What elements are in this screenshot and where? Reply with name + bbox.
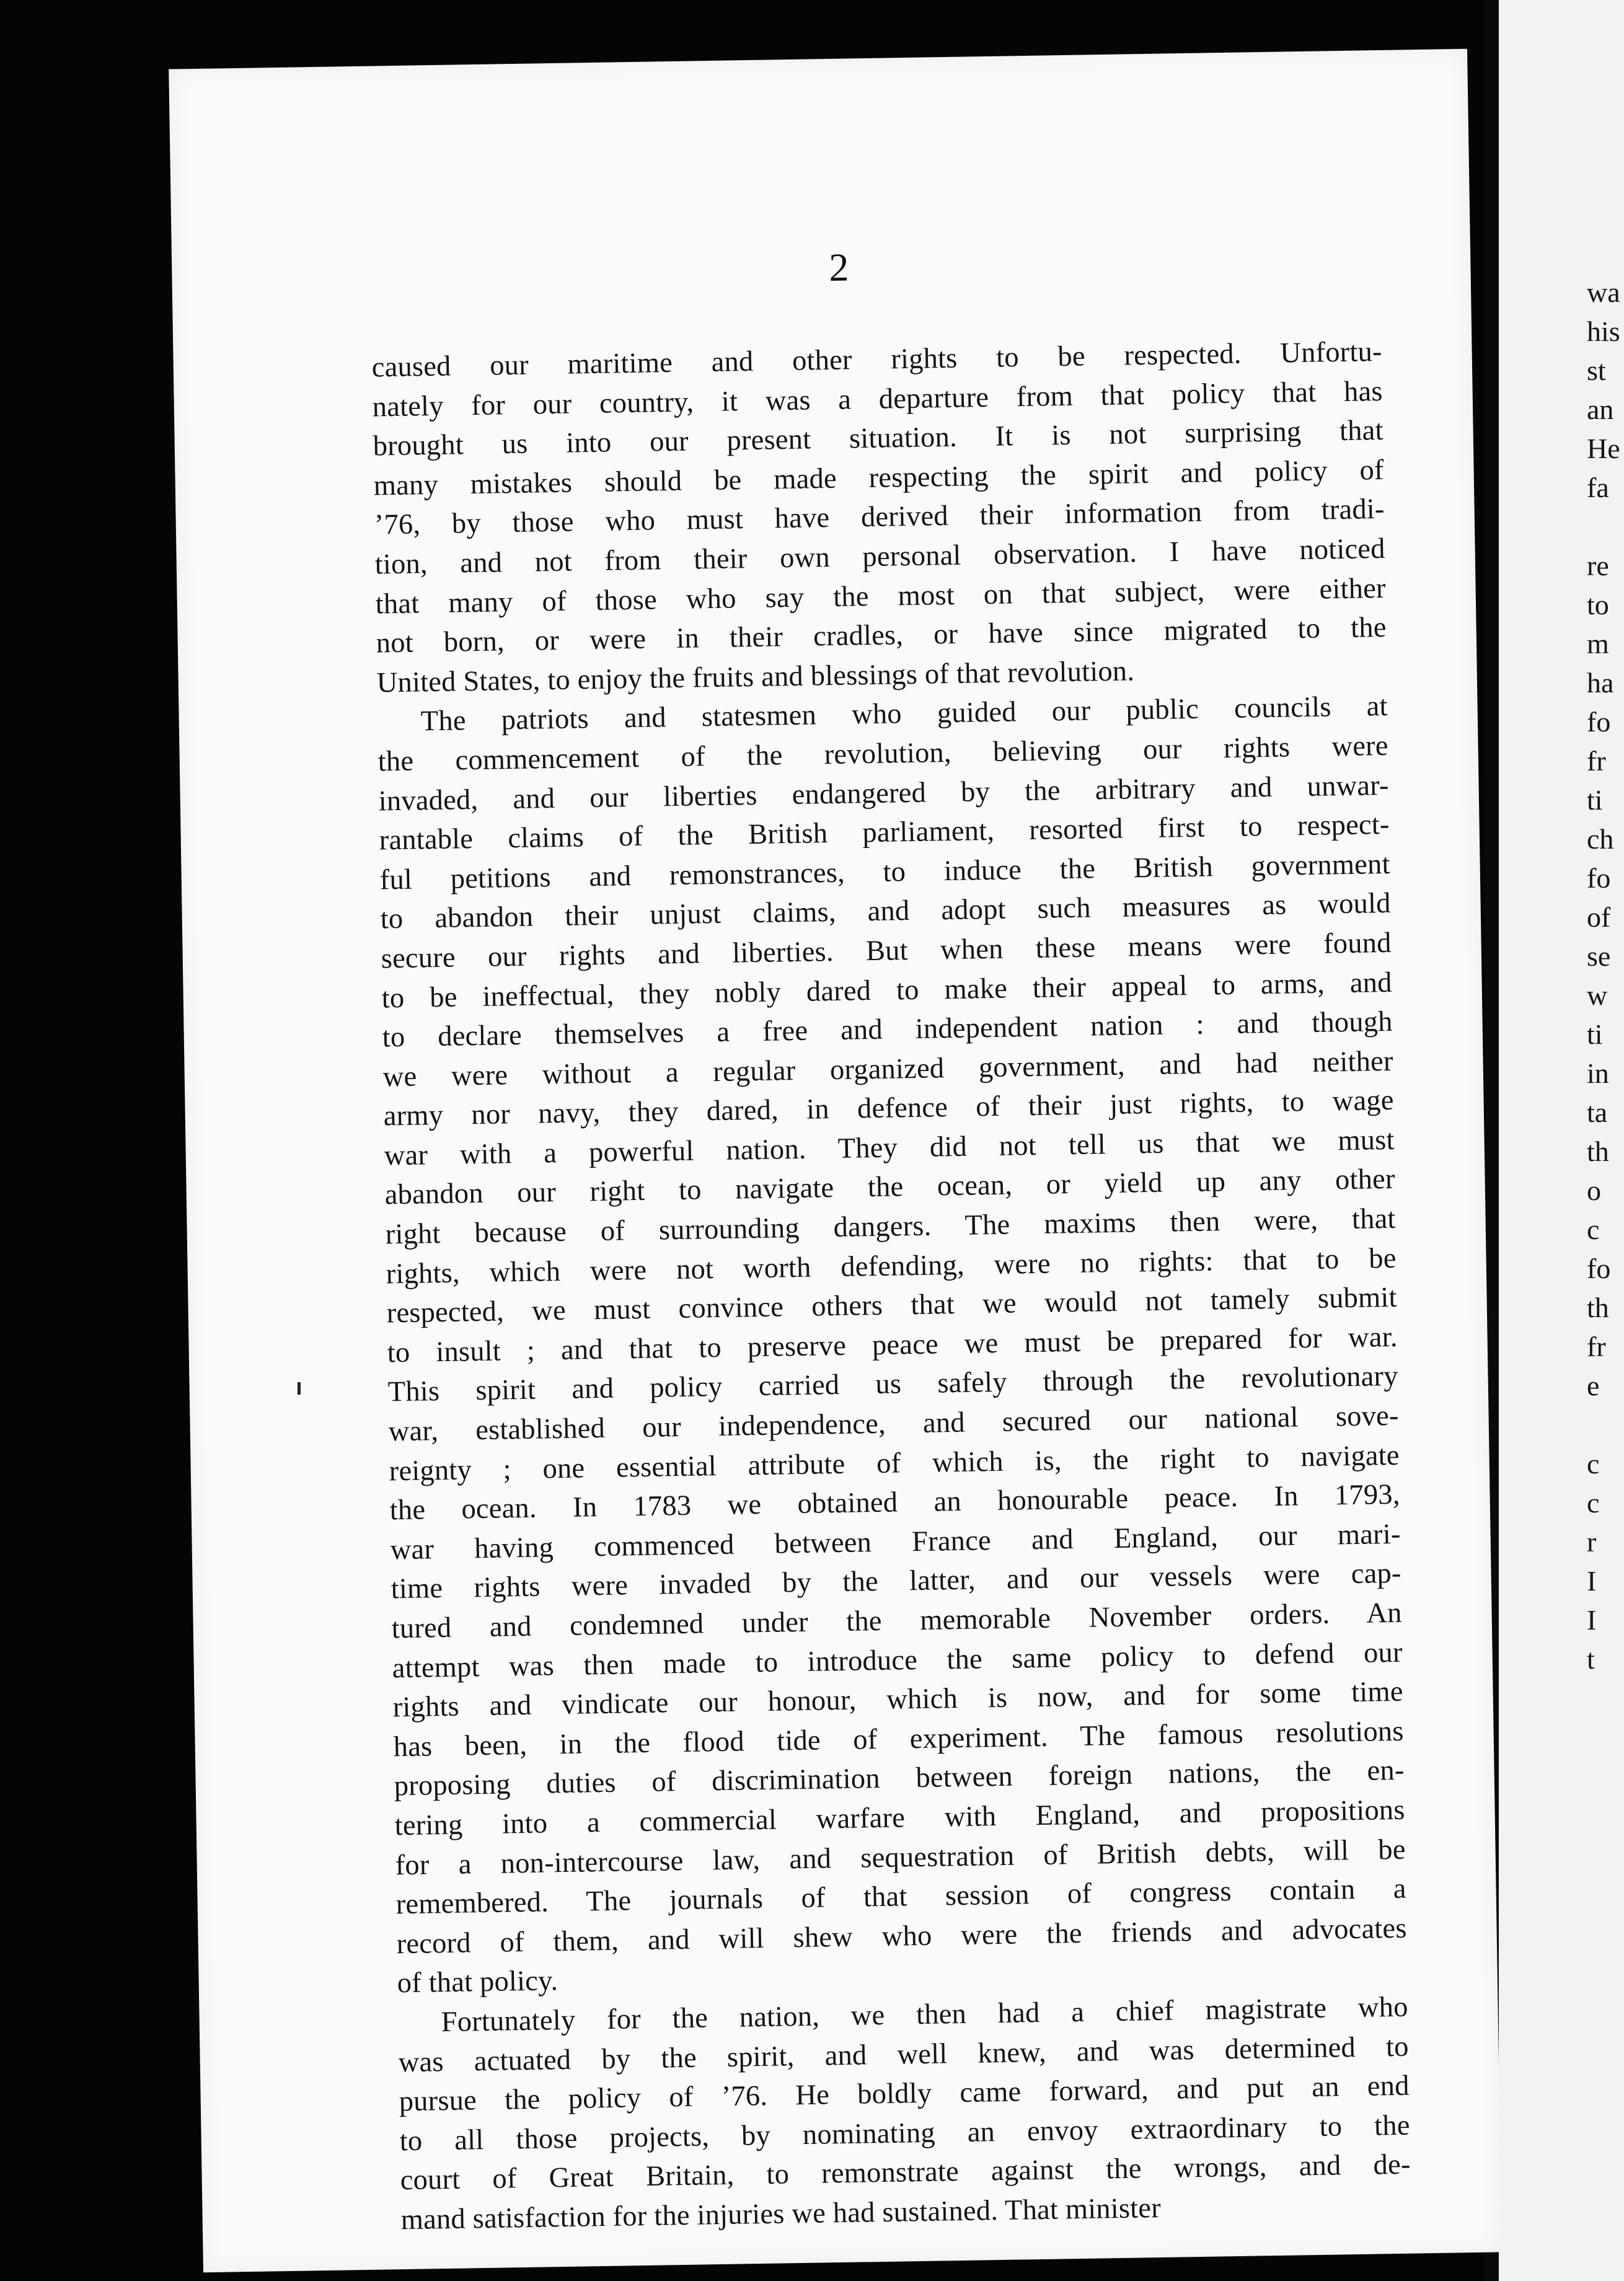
- fragment-line: c: [1587, 1214, 1600, 1245]
- fragment-line: th: [1587, 1292, 1609, 1323]
- text-line: secure our rights and liberties. But when these means were found: [381, 927, 1392, 975]
- text-line: right because of surrounding dangers. The maxims then were, that: [385, 1202, 1396, 1251]
- fragment-line: e: [1587, 1370, 1600, 1401]
- text-line: army nor navy, they dared, in defence of their just rights, to wage: [383, 1085, 1394, 1132]
- text-line: rights, which were not worth defending, were no rights: that to be: [386, 1242, 1397, 1291]
- fragment-line: I: [1587, 1565, 1597, 1597]
- text-line: ’76, by those who must have derived their information from tradi-: [374, 493, 1385, 541]
- text-line: proposing duties of discrimination between foreign nations, the en-: [394, 1755, 1405, 1802]
- text-line: for a non-intercourse law, and sequestration of British debts, will be: [395, 1833, 1406, 1881]
- text-line: abandon our right to navigate the ocean, or yield up any other: [384, 1163, 1395, 1211]
- text-line: tion, and not from their own personal observation. I have noticed: [374, 532, 1386, 581]
- fragment-line: se: [1587, 940, 1611, 972]
- text-line: war with a powerful nation. They did not tell us that we must: [384, 1124, 1395, 1172]
- text-line: to insult ; and that to preserve peace we must be prepared for war.: [387, 1321, 1398, 1369]
- text-line: many mistakes should be made respecting the spirit and policy of: [373, 454, 1385, 502]
- text-line: to all those projects, by nominating an envoy extraordinary to the: [399, 2109, 1410, 2157]
- text-line: nately for our country, it was a departure from that policy that has: [372, 375, 1383, 423]
- text-line: rights and vindicate our honour, which is now, and for some time: [392, 1675, 1403, 1724]
- text-line: tured and condemned under the memorable November orders. An: [391, 1597, 1402, 1645]
- text-line: tering into a commercial warfare with England, and propositions: [394, 1794, 1405, 1842]
- text-line: caused our maritime and other rights to be respected. Unfortu-: [371, 335, 1383, 384]
- text-line: war having commenced between France and England, our mari-: [390, 1518, 1401, 1566]
- fragment-line: in: [1587, 1057, 1609, 1089]
- fragment-line: He: [1587, 433, 1620, 464]
- text-line: time rights were invaded by the latter, and our vessels were cap-: [391, 1558, 1401, 1605]
- fragment-line: [1587, 1405, 1624, 1444]
- fragment-line: th: [1587, 1136, 1609, 1167]
- fragment-line: his: [1587, 315, 1620, 347]
- fragment-line: c: [1587, 1487, 1600, 1519]
- text-line: to declare themselves a free and independent nation : and though: [382, 1005, 1393, 1054]
- page-number: 2: [828, 245, 849, 289]
- fragment-line: to: [1587, 589, 1609, 620]
- scan-speck: [298, 1382, 301, 1395]
- fragment-line: of: [1587, 901, 1611, 933]
- text-line: invaded, and our liberties endangered by the arbitrary and unwar-: [378, 769, 1389, 818]
- text-line: the ocean. In 1783 we obtained an honourable peace. In 1793,: [389, 1478, 1400, 1527]
- document-page: [169, 49, 1502, 2272]
- fragment-line: fo: [1587, 862, 1611, 894]
- text-line: to be ineffectual, they nobly dared to make their appeal to arms, and: [381, 966, 1392, 1014]
- text-line: brought us into our present situation. It is not surprising that: [373, 415, 1384, 462]
- fragment-line: I: [1587, 1604, 1597, 1636]
- text-line: was actuated by the spirit, and well knew, and was determined to: [398, 2031, 1409, 2078]
- text-line: The patriots and statesmen who guided our public councils at: [420, 690, 1388, 738]
- fragment-line: r: [1587, 1526, 1597, 1558]
- text-line: rantable claims of the British parliament, resorted first to respect-: [379, 809, 1390, 857]
- next-page-text-fragment: [1587, 273, 1624, 1679]
- fragment-line: fr: [1587, 1331, 1606, 1362]
- text-line: attempt was then made to introduce the same policy to defend our: [392, 1636, 1403, 1684]
- fragment-line: o: [1587, 1175, 1601, 1206]
- page-body-text: [371, 332, 1411, 2240]
- fragment-line: fo: [1587, 1253, 1611, 1284]
- text-line: we were without a regular organized government, and had neither: [382, 1045, 1393, 1093]
- text-line: respected, we must convince others that we would not tamely submit: [386, 1282, 1397, 1330]
- fragment-line: w: [1587, 979, 1608, 1011]
- text-line: not born, or were in their cradles, or have since migrated to the: [376, 612, 1387, 660]
- text-line: reignty ; one essential attribute of which is, the right to navigate: [389, 1439, 1400, 1487]
- fragment-line: t: [1587, 1643, 1595, 1675]
- text-line: record of them, and will shew who were the friends and advocates: [396, 1912, 1407, 1961]
- text-line: to abandon their unjust claims, and adopt such measures as would: [380, 888, 1391, 935]
- fragment-line: c: [1587, 1448, 1600, 1480]
- text-line: has been, in the flood tide of experiment. The famous resolutions: [393, 1715, 1404, 1763]
- text-line: that many of those who say the most on that subject, were either: [375, 572, 1387, 620]
- text-line: ful petitions and remonstrances, to induce the British government: [379, 848, 1390, 896]
- fragment-line: fr: [1587, 745, 1606, 777]
- fragment-line: re: [1587, 550, 1609, 581]
- fragment-line: ch: [1587, 823, 1614, 855]
- fragment-line: fo: [1587, 706, 1611, 738]
- fragment-line: wa: [1587, 276, 1620, 308]
- text-line: war, established our independence, and secured our national sove-: [388, 1400, 1399, 1448]
- fragment-line: ha: [1587, 667, 1614, 699]
- fragment-line: m: [1587, 628, 1609, 660]
- fragment-line: [1587, 507, 1624, 546]
- text-line: the commencement of the revolution, believing our rights were: [377, 730, 1389, 778]
- text-line: Fortunately for the nation, we then had a chief magistrate who: [441, 1991, 1408, 2039]
- text-line: This spirit and policy carried us safely through the revolutionary: [387, 1361, 1398, 1408]
- text-line: United States, to enjoy the fruits and blessings of that revolution.: [376, 655, 1135, 699]
- text-line: mand satisfaction for the injuries we had sustained. That minister: [400, 2192, 1162, 2236]
- fragment-line: ta: [1587, 1096, 1608, 1128]
- text-line: remembered. The journals of that session of congress contain a: [395, 1873, 1406, 1921]
- text-line: of that policy.: [397, 1965, 558, 2000]
- fragment-line: ti: [1587, 784, 1603, 816]
- fragment-line: ti: [1587, 1018, 1603, 1050]
- fragment-line: fa: [1587, 472, 1609, 503]
- fragment-line: st: [1587, 355, 1606, 386]
- text-line: pursue the policy of ’76. He boldly came forward, and put an end: [399, 2070, 1410, 2118]
- fragment-line: an: [1587, 394, 1614, 425]
- text-line: court of Great Britain, to remonstrate against the wrongs, and de-: [400, 2148, 1411, 2197]
